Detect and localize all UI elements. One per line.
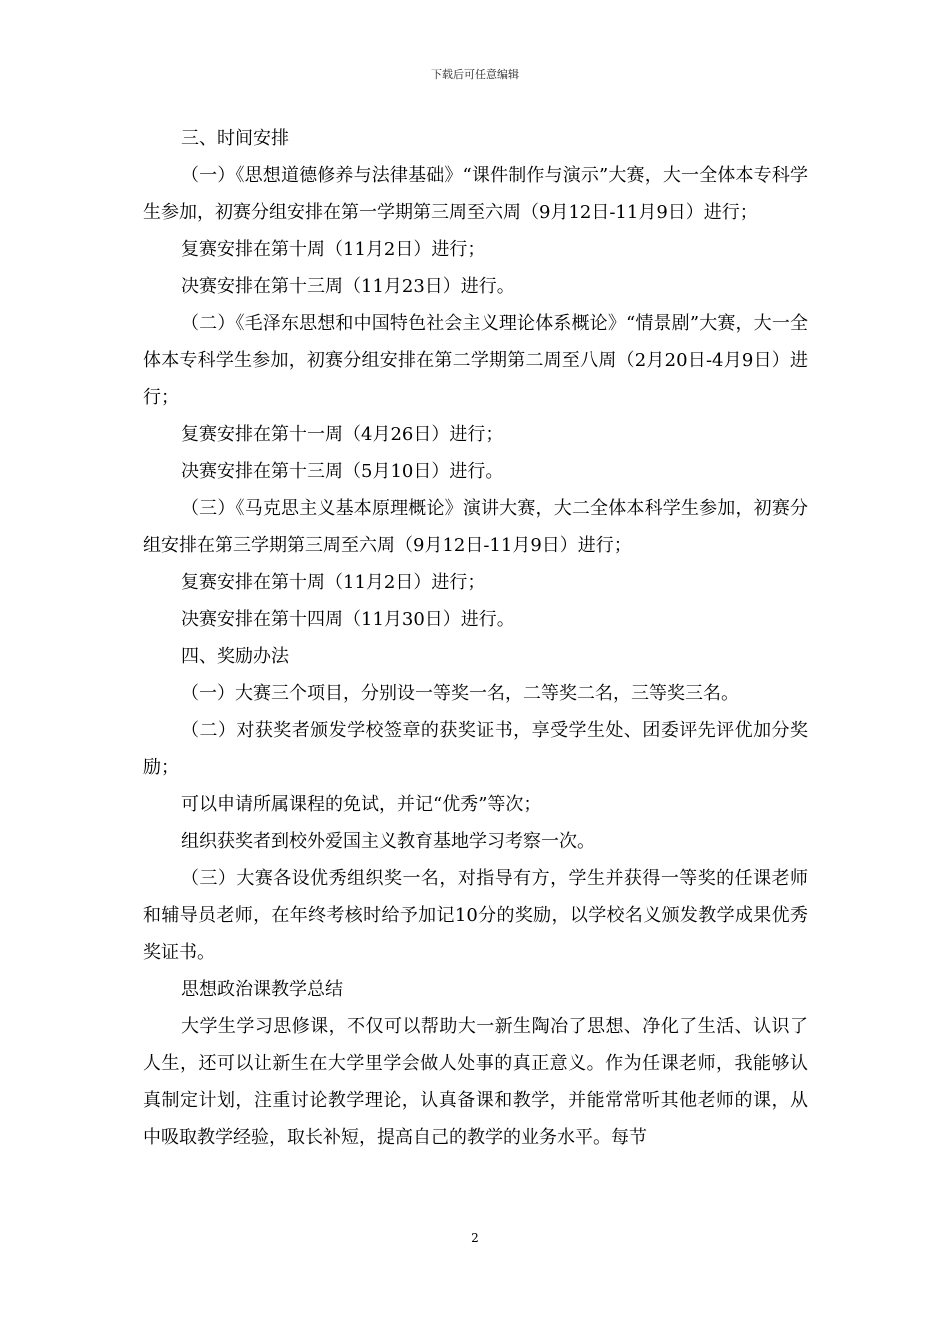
paragraph: （一）《思想道德修养与法律基础》“课件制作与演示”大赛，大一全体本专科学生参加，初赛分组安排在第一学期第三周至六周（9月12日-11月9日）进行； [143,165,808,223]
paragraph: 决赛安排在第十三周（11月23日）进行。 [181,276,515,297]
section-heading-summary: 思想政治课教学总结 [181,979,343,1000]
paragraph: 复赛安排在第十一周（4月26日）进行； [181,424,504,445]
paragraph: （二）《毛泽东思想和中国特色社会主义理论体系概论》“情景剧”大赛，大一全体本专科学生参加，初赛分组安排在第二学期第二周至八周（2月20日-4月9日）进行； [143,313,808,408]
paragraph: 大学生学习思修课，不仅可以帮助大一新生陶冶了思想、净化了生活、认识了人生，还可以让新生在大学里学会做人处事的真正意义。作为任课老师，我能够认真制定计划，注重讨论教学理论，认真备课和教学，并能常常听其他老师的课，从中吸取教学经验，取长补短，提高自己的教学的业务水平。每节 [143,1016,808,1148]
document-body [143,120,808,1156]
page-header: 下载后可任意编辑 [431,68,519,81]
paragraph: （三）大赛各设优秀组织奖一名，对指导有方，学生并获得一等奖的任课老师和辅导员老师，在年终考核时给予加记10分的奖励，以学校名义颁发教学成果优秀奖证书。 [143,868,808,963]
paragraph: （一）大赛三个项目，分别设一等奖一名，二等奖二名，三等奖三名。 [181,683,739,704]
paragraph: 复赛安排在第十周（11月2日）进行； [181,572,486,593]
paragraph: （二）对获奖者颁发学校签章的获奖证书，享受学生处、团委评先评优加分奖励； [143,720,808,778]
paragraph: 复赛安排在第十周（11月2日）进行； [181,239,486,260]
paragraph: 决赛安排在第十三周（5月10日）进行。 [181,461,504,482]
page-number: 2 [471,1231,479,1245]
section-heading-rewards: 四、奖励办法 [181,646,289,667]
section-heading-schedule: 三、时间安排 [181,128,289,149]
paragraph: 组织获奖者到校外爱国主义教育基地学习考察一次。 [181,831,595,852]
paragraph: （三）《马克思主义基本原理概论》演讲大赛，大二全体本科学生参加，初赛分组安排在第三学期第三周至六周（9月12日-11月9日）进行； [143,498,808,556]
paragraph: 可以申请所属课程的免试，并记“优秀”等次； [181,794,542,815]
paragraph: 决赛安排在第十四周（11月30日）进行。 [181,609,515,630]
